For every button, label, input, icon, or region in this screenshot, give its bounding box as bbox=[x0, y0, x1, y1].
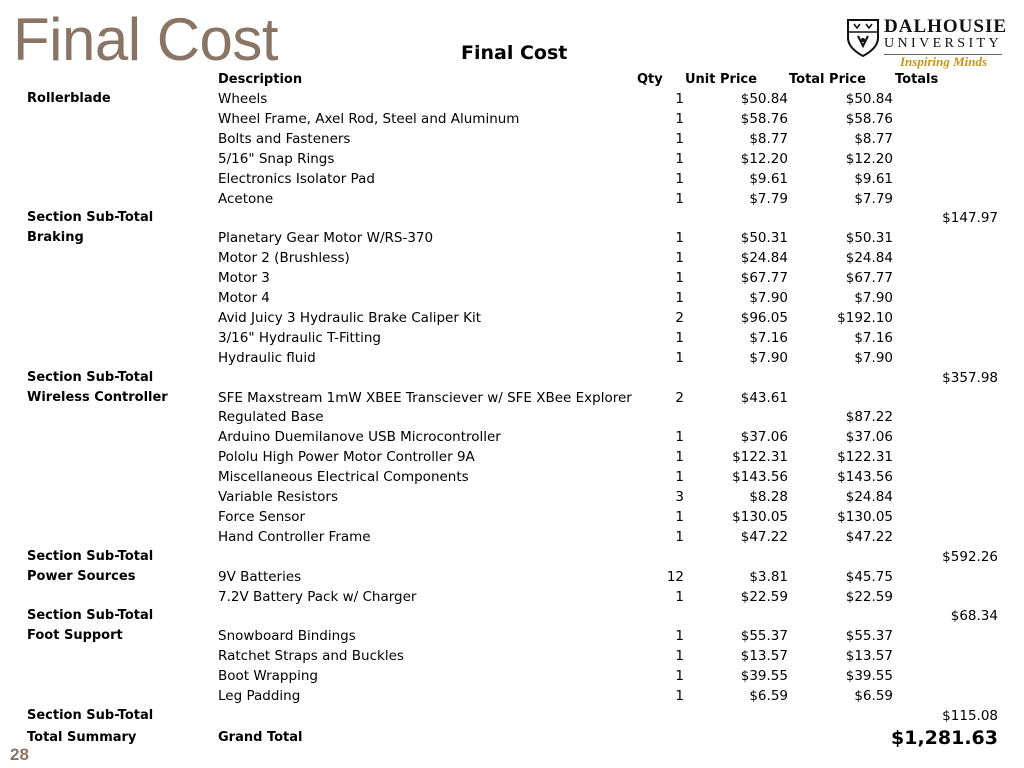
grand-total-value: $1,281.63 bbox=[891, 727, 998, 749]
row-qty: 2 bbox=[675, 309, 684, 326]
row-unit-price: $96.05 bbox=[740, 309, 788, 326]
header-unit-price: Unit Price bbox=[685, 72, 757, 87]
row-unit-price: $143.56 bbox=[732, 469, 788, 486]
row-description: SFE Maxstream 1mW XBEE Transciever w/ SFE XBee Explorer bbox=[218, 389, 632, 406]
row-description: Snowboard Bindings bbox=[218, 628, 356, 645]
row-unit-price: $7.90 bbox=[749, 290, 788, 306]
row-description: 3/16" Hydraulic T-Fitting bbox=[218, 329, 381, 346]
row-description: Avid Juicy 3 Hydraulic Brake Caliper Kit bbox=[218, 309, 482, 326]
row-description: 5/16" Snap Rings bbox=[218, 150, 335, 167]
header-totals: Totals bbox=[895, 72, 939, 87]
row-description: 7.2V Battery Pack w/ Charger bbox=[218, 588, 417, 605]
row-section-label: Power Sources bbox=[27, 568, 136, 584]
row-total-price: $122.31 bbox=[837, 449, 893, 466]
row-qty: 1 bbox=[675, 110, 684, 127]
row-unit-price: $122.31 bbox=[732, 449, 788, 466]
row-description: Planetary Gear Motor W/RS-370 bbox=[218, 230, 434, 247]
row-description: Arduino Duemilanove USB Microcontroller bbox=[218, 429, 501, 446]
row-unit-price: $50.31 bbox=[740, 230, 788, 247]
row-qty: 1 bbox=[675, 290, 684, 306]
row-unit-price: $130.05 bbox=[732, 508, 788, 525]
row-description: Electronics Isolator Pad bbox=[218, 170, 375, 187]
row-section-label: Foot Support bbox=[27, 628, 123, 644]
row-unit-price: $6.59 bbox=[749, 688, 788, 704]
row-total-price: $192.10 bbox=[837, 309, 893, 326]
row-total-price: $67.77 bbox=[845, 270, 893, 287]
row-section-label: Section Sub-Total bbox=[27, 369, 154, 385]
row-qty: 3 bbox=[675, 489, 684, 505]
row-qty: 1 bbox=[675, 588, 684, 605]
row-total-price: $143.56 bbox=[837, 469, 893, 486]
row-qty: 1 bbox=[675, 190, 684, 207]
row-unit-price: $43.61 bbox=[740, 389, 788, 406]
row-description: Leg Padding bbox=[218, 688, 301, 704]
row-qty: 1 bbox=[675, 648, 684, 665]
logo-motto: Inspiring Minds bbox=[900, 54, 988, 69]
row-qty: 1 bbox=[675, 91, 684, 107]
row-unit-price: $47.22 bbox=[740, 528, 788, 545]
row-section-label: Section Sub-Total bbox=[27, 210, 154, 226]
row-total-price: $130.05 bbox=[837, 508, 893, 525]
row-qty: 1 bbox=[675, 270, 684, 287]
university-logo bbox=[846, 16, 1008, 72]
row-totals: $147.97 bbox=[942, 210, 998, 227]
row-total-price: $45.75 bbox=[845, 568, 893, 585]
university-crest-icon bbox=[846, 18, 880, 58]
row-qty: 1 bbox=[675, 688, 684, 704]
row-qty: 2 bbox=[675, 389, 684, 406]
row-total-price: $22.59 bbox=[845, 588, 893, 605]
row-description: Wheels bbox=[218, 91, 268, 107]
row-description: Pololu High Power Motor Controller 9A bbox=[218, 449, 475, 466]
row-total-price: $8.77 bbox=[854, 130, 893, 147]
row-description: Ratchet Straps and Buckles bbox=[218, 648, 404, 665]
row-description: Bolts and Fasteners bbox=[218, 130, 351, 147]
row-description: Regulated Base bbox=[218, 409, 324, 426]
row-unit-price: $7.16 bbox=[749, 329, 788, 346]
row-section-label: Section Sub-Total bbox=[27, 548, 154, 564]
row-description: Miscellaneous Electrical Components bbox=[218, 469, 469, 486]
row-total-price: $9.61 bbox=[854, 170, 893, 187]
row-description: Boot Wrapping bbox=[218, 668, 318, 685]
row-total-price: $24.84 bbox=[845, 489, 893, 505]
row-qty: 1 bbox=[675, 349, 684, 366]
row-description: Motor 3 bbox=[218, 270, 270, 287]
row-unit-price: $3.81 bbox=[749, 568, 788, 585]
row-qty: 1 bbox=[675, 230, 684, 247]
logo-name-line2: UNIVERSITY bbox=[884, 36, 1002, 51]
row-total-price: $50.31 bbox=[845, 230, 893, 247]
row-total-price: $7.90 bbox=[854, 349, 893, 366]
row-unit-price: $67.77 bbox=[740, 270, 788, 287]
page-number: 28 bbox=[10, 745, 29, 764]
row-section-label: Rollerblade bbox=[27, 91, 111, 106]
row-total-price: $13.57 bbox=[845, 648, 893, 665]
row-qty: 1 bbox=[675, 150, 684, 167]
row-description: Variable Resistors bbox=[218, 489, 338, 505]
row-description: Force Sensor bbox=[218, 508, 306, 525]
row-unit-price: $55.37 bbox=[740, 628, 788, 645]
total-summary-label: Total Summary bbox=[27, 730, 137, 745]
row-total-price: $7.16 bbox=[854, 329, 893, 346]
row-unit-price: $58.76 bbox=[740, 110, 788, 127]
row-unit-price: $7.79 bbox=[749, 190, 788, 207]
row-totals: $357.98 bbox=[942, 369, 998, 386]
row-qty: 1 bbox=[675, 429, 684, 446]
row-section-label: Wireless Controller bbox=[27, 389, 168, 405]
row-qty: 1 bbox=[675, 508, 684, 525]
row-qty: 1 bbox=[675, 170, 684, 187]
row-qty: 12 bbox=[666, 568, 684, 585]
row-unit-price: $24.84 bbox=[740, 250, 788, 267]
row-totals: $68.34 bbox=[950, 608, 998, 625]
row-total-price: $39.55 bbox=[845, 668, 893, 685]
slide-title: Final Cost bbox=[13, 6, 279, 73]
row-total-price: $7.79 bbox=[854, 190, 893, 207]
row-unit-price: $9.61 bbox=[749, 170, 788, 187]
row-unit-price: $39.55 bbox=[740, 668, 788, 685]
row-section-label: Braking bbox=[27, 230, 84, 246]
row-qty: 1 bbox=[675, 250, 684, 267]
row-total-price: $24.84 bbox=[845, 250, 893, 267]
row-section-label: Section Sub-Total bbox=[27, 707, 154, 723]
row-section-label: Section Sub-Total bbox=[27, 608, 154, 624]
row-total-price: $58.76 bbox=[845, 110, 893, 127]
row-unit-price: $37.06 bbox=[740, 429, 788, 446]
row-qty: 1 bbox=[675, 469, 684, 486]
row-total-price: $7.90 bbox=[854, 290, 893, 306]
row-description: Wheel Frame, Axel Rod, Steel and Aluminum bbox=[218, 110, 520, 127]
row-unit-price: $22.59 bbox=[740, 588, 788, 605]
row-total-price: $55.37 bbox=[845, 628, 893, 645]
row-unit-price: $7.90 bbox=[749, 349, 788, 366]
row-qty: 1 bbox=[675, 449, 684, 466]
row-description: Acetone bbox=[218, 190, 274, 207]
row-description: Hydraulic fluid bbox=[218, 349, 316, 366]
row-qty: 1 bbox=[675, 329, 684, 346]
header-total-price: Total Price bbox=[789, 72, 866, 87]
row-totals: $592.26 bbox=[942, 548, 998, 565]
grand-total-label: Grand Total bbox=[218, 730, 303, 745]
row-total-price: $47.22 bbox=[845, 528, 893, 545]
row-qty: 1 bbox=[675, 528, 684, 545]
table-title: Final Cost bbox=[461, 42, 568, 64]
row-total-price: $50.84 bbox=[845, 91, 893, 107]
row-total-price: $37.06 bbox=[845, 429, 893, 446]
header-description: Description bbox=[218, 72, 303, 87]
row-unit-price: $12.20 bbox=[740, 150, 788, 167]
row-total-price: $12.20 bbox=[845, 150, 893, 167]
row-totals: $115.08 bbox=[942, 707, 998, 724]
row-description: Motor 4 bbox=[218, 290, 270, 306]
row-qty: 1 bbox=[675, 628, 684, 645]
row-total-price: $87.22 bbox=[845, 409, 893, 426]
row-unit-price: $8.28 bbox=[749, 489, 788, 505]
header-qty: Qty bbox=[637, 72, 663, 87]
row-unit-price: $13.57 bbox=[740, 648, 788, 665]
row-total-price: $6.59 bbox=[854, 688, 893, 704]
row-unit-price: $8.77 bbox=[749, 130, 788, 147]
logo-name-line1: DALHOUSIE bbox=[884, 16, 1008, 37]
row-qty: 1 bbox=[675, 130, 684, 147]
row-description: 9V Batteries bbox=[218, 568, 302, 585]
row-unit-price: $50.84 bbox=[740, 91, 788, 107]
row-description: Hand Controller Frame bbox=[218, 528, 371, 545]
row-qty: 1 bbox=[675, 668, 684, 685]
row-description: Motor 2 (Brushless) bbox=[218, 250, 350, 267]
